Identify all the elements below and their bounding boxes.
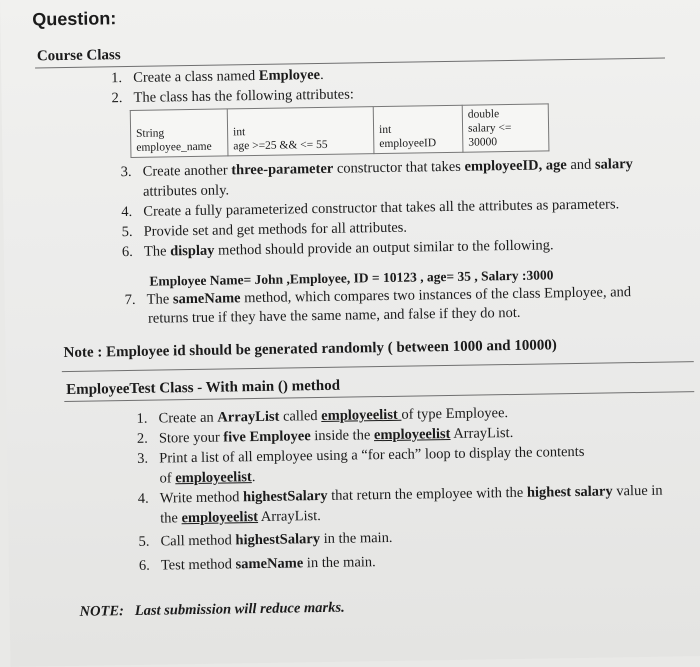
list-item: 6. Test method sameName in the main. [138, 554, 376, 574]
divider [35, 58, 665, 69]
table-cell: int age >=25 && <= 55 [227, 107, 374, 156]
employee-test-heading: EmployeeTest Class - With main () method [66, 377, 341, 399]
list-item: 6. The display method should provide an output similar to the following. [121, 237, 554, 261]
list-item: 5. Provide set and get methods for all attributes. [121, 219, 408, 241]
final-note: NOTE: Last submission will reduce marks. [79, 599, 345, 620]
sample-output: Employee Name= John ,Employee, ID = 10123 , age= 35 , Salary :3000 [149, 267, 554, 289]
list-item: 1. Create an ArrayList called employeelist of type Employee. [136, 405, 509, 427]
random-id-note: Note : Employee id should be generated randomly ( between 1000 and 10000) [63, 337, 557, 362]
list-item: 3. Create another three-parameter constructor that takes employeeID, age and salary [120, 156, 633, 181]
attributes-table [130, 103, 550, 158]
list-item: 7. The sameName method, which compares two instances of the class Employee, and [124, 284, 632, 309]
table-cell: double salary <= 30000 [462, 104, 549, 152]
list-item: 5. Call method highestSalary in the main. [138, 529, 393, 550]
table-cell: String employee_name [130, 109, 228, 158]
page-title: Question: [32, 8, 117, 30]
table-cell: int employeeID [373, 105, 463, 153]
list-item: 2. Store your five Employee inside the employeelist ArrayList. [136, 424, 514, 447]
list-item-continuation: of employeelist. [159, 469, 256, 487]
list-item-continuation: the employeelist ArrayList. [160, 508, 321, 527]
list-item: 1. Create a class named Employee. [111, 66, 324, 87]
course-class-heading: Course Class [36, 47, 121, 65]
list-item: 4. Write method highestSalary that return the employee with the highest salary value in [137, 482, 663, 507]
divider [62, 361, 694, 372]
list-item: 3. Print a list of all employee using a “for each” loop to display the contents [137, 443, 585, 467]
list-item: 2. The class has the following attributes: [111, 86, 354, 107]
list-item-continuation: attributes only. [142, 182, 230, 200]
list-item-continuation: returns true if they have the same name, and false if they do not. [147, 304, 521, 327]
list-item: 4. Create a fully parameterized constructor that takes all the attributes as parameters. [121, 196, 620, 221]
